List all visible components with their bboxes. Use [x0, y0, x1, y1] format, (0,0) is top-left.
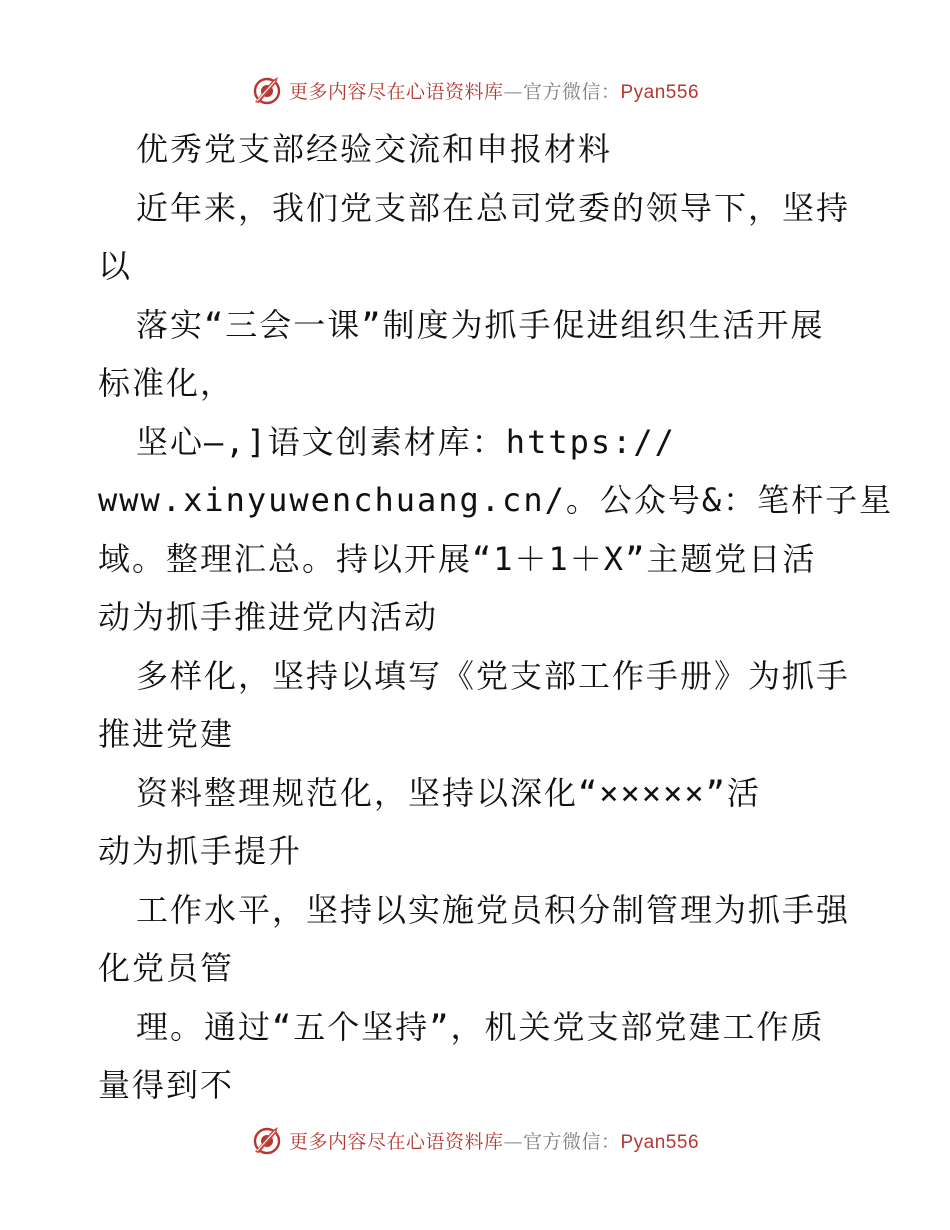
body-line: 工作水平，坚持以实施党员积分制管理为抓手强 [136, 890, 851, 929]
header-banner [0, 70, 950, 110]
footer-banner [0, 1120, 950, 1160]
body-line: 坚心—,]语文创素材库：https:// [136, 422, 676, 461]
body-line: 落实“三会一课”制度为抓手促进组织生活开展 [136, 305, 825, 344]
body-line: 标准化， [98, 364, 235, 402]
header-banner-main: 更多内容尽在心语资料库 [288, 80, 504, 103]
footer-banner-inner [251, 1124, 699, 1156]
header-banner-separator: — [503, 80, 523, 103]
body-line: 理。通过“五个坚持”，机关党支部党建工作质 [136, 1007, 825, 1046]
document-body [98, 120, 894, 1115]
footer-banner-text [289, 1127, 699, 1154]
body-line: 域。整理汇总。持以开展“1＋1＋X”主题党日活 [98, 539, 817, 578]
footer-wechat-account: Pyan556 [620, 1131, 700, 1153]
footer-banner-main: 更多内容尽在心语资料库 [288, 1130, 504, 1153]
body-line: 动为抓手提升 [98, 832, 303, 870]
body-line: 多样化，坚持以填写《党支部工作手册》为抓手 [136, 656, 851, 695]
body-line: 化党员管 [98, 949, 235, 987]
header-wechat-label: 官方微信： [522, 80, 621, 103]
header-banner-text [289, 77, 699, 104]
body-line: 以 [98, 247, 133, 285]
header-wechat-account: Pyan556 [620, 81, 700, 103]
body-line: www.xinyuwenchuang.cn/。公众号&：笔杆子星 [98, 481, 894, 519]
quill-seal-icon [251, 74, 283, 106]
body-line: 动为抓手推进党内活动 [98, 598, 439, 636]
quill-seal-icon [251, 1124, 283, 1156]
body-line: 量得到不 [98, 1066, 235, 1104]
body-line: 资料整理规范化，坚持以深化“×××××”活 [136, 773, 761, 812]
header-banner-inner [251, 74, 699, 106]
footer-wechat-label: 官方微信： [522, 1130, 621, 1153]
document-title: 优秀党支部经验交流和申报材料 [136, 130, 613, 168]
body-line: 近年来，我们党支部在总司党委的领导下，坚持 [136, 188, 851, 227]
footer-banner-separator: — [503, 1130, 523, 1153]
body-line: 推进党建 [98, 715, 235, 753]
